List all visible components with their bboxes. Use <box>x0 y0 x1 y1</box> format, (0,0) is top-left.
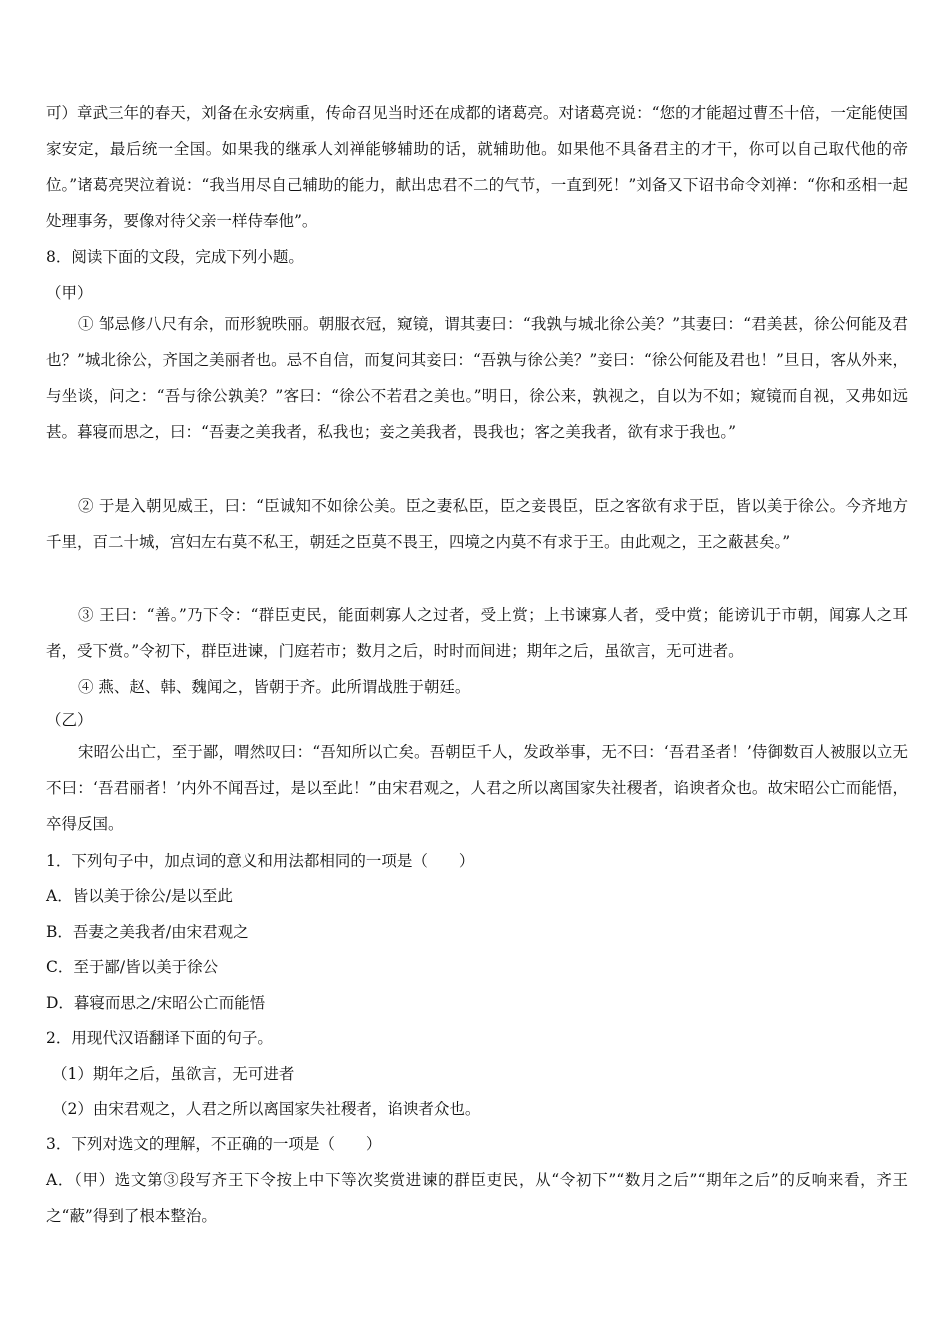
q3-stem: 3．下列对选文的理解，不正确的一项是（ ） <box>46 1135 382 1153</box>
q1-option-c: C．至于鄙/皆以美于徐公 <box>46 958 219 976</box>
jia-paragraph-2: ② 于是入朝见威王，曰：“臣诚知不如徐公美。臣之妻私臣，臣之妾畏臣，臣之客欲有求于臣，皆以美于徐公。今齐地方千里，百二十城，宫妇左右莫不私王，朝廷之臣莫不畏王，四境之内莫不有求于王。由此观之，王之蔽甚矣。” <box>46 497 908 551</box>
intro-paragraph: 可）章武三年的春天，刘备在永安病重，传命召见当时还在成都的诸葛亮。对诸葛亮说：“您的才能超过曹丕十倍，一定能使国家安定，最后统一全国。如果我的继承人刘禅能够辅助的话，就辅助他。如果他不具备君主的才干，你可以自己取代他的帝位。”诸葛亮哭泣着说：“我当用尽自己辅助的能力，献出忠君不二的气节，一直到死！”刘备又下诏书命令刘禅：“你和丞相一起处理事务，要像对待父亲一样侍奉他”。 <box>46 104 908 230</box>
jia-paragraph-4: ④ 燕、赵、韩、魏闻之，皆朝于齐。此所谓战胜于朝廷。 <box>78 678 471 696</box>
jia-paragraph-1: ① 邹忌修八尺有余，而形貌昳丽。朝服衣冠，窥镜，谓其妻曰：“我孰与城北徐公美？”其妻曰：“君美甚，徐公何能及君也？”城北徐公，齐国之美丽者也。忌不自信，而复问其妾曰：“吾孰与徐公美？”妾曰：“徐公何能及君也！”旦日，客从外来，与坐谈，问之：“吾与徐公孰美？”客曰：“徐公不若君之美也。”明日，徐公来，孰视之，自以为不如；窥镜而自视，又弗如远甚。暮寝而思之，曰：“吾妻之美我者，私我也；妾之美我者，畏我也；客之美我者，欲有求于我也。” <box>46 315 908 441</box>
q2-stem: 2．用现代汉语翻译下面的句子。 <box>46 1029 273 1047</box>
q2-item-1: （1）期年之后，虽欲言，无可进者 <box>52 1065 295 1083</box>
yi-label: （乙） <box>46 711 93 729</box>
q1-option-a: A．皆以美于徐公/是以至此 <box>46 887 233 905</box>
question-8-heading: 8．阅读下面的文段，完成下列小题。 <box>46 248 304 266</box>
jia-paragraph-3: ③ 王曰：“善。”乃下令：“群臣吏民，能面刺寡人之过者，受上赏；上书谏寡人者，受中赏；能谤讥于市朝，闻寡人之耳者，受下赏。”令初下，群臣进谏，门庭若市；数月之后，时时而间进；期年之后，虽欲言，无可进者。 <box>46 606 908 660</box>
q3-option-a: A．（甲）选文第③段写齐王下令按上中下等次奖赏进谏的群臣吏民，从“令初下”“数月之后”“期年之后”的反响来看，齐王之“蔽”得到了根本整治。 <box>46 1171 908 1225</box>
q1-stem: 1．下列句子中，加点词的意义和用法都相同的一项是（ ） <box>46 852 475 870</box>
q1-option-b: B．吾妻之美我者/由宋君观之 <box>46 923 249 941</box>
yi-paragraph: 宋昭公出亡，至于鄙，喟然叹曰：“吾知所以亡矣。吾朝臣千人，发政举事，无不曰：‘吾君圣者！’侍御数百人被服以立无不曰：‘吾君丽者！’内外不闻吾过，是以至此！”由宋君观之，人君之所以离国家失社稷者，谄谀者众也。故宋昭公亡而能悟，卒得反国。 <box>46 743 908 833</box>
q1-option-d: D．暮寝而思之/宋昭公亡而能悟 <box>46 994 266 1012</box>
q2-item-2: （2）由宋君观之，人君之所以离国家失社稷者，谄谀者众也。 <box>52 1100 481 1118</box>
jia-label: （甲） <box>46 284 93 302</box>
